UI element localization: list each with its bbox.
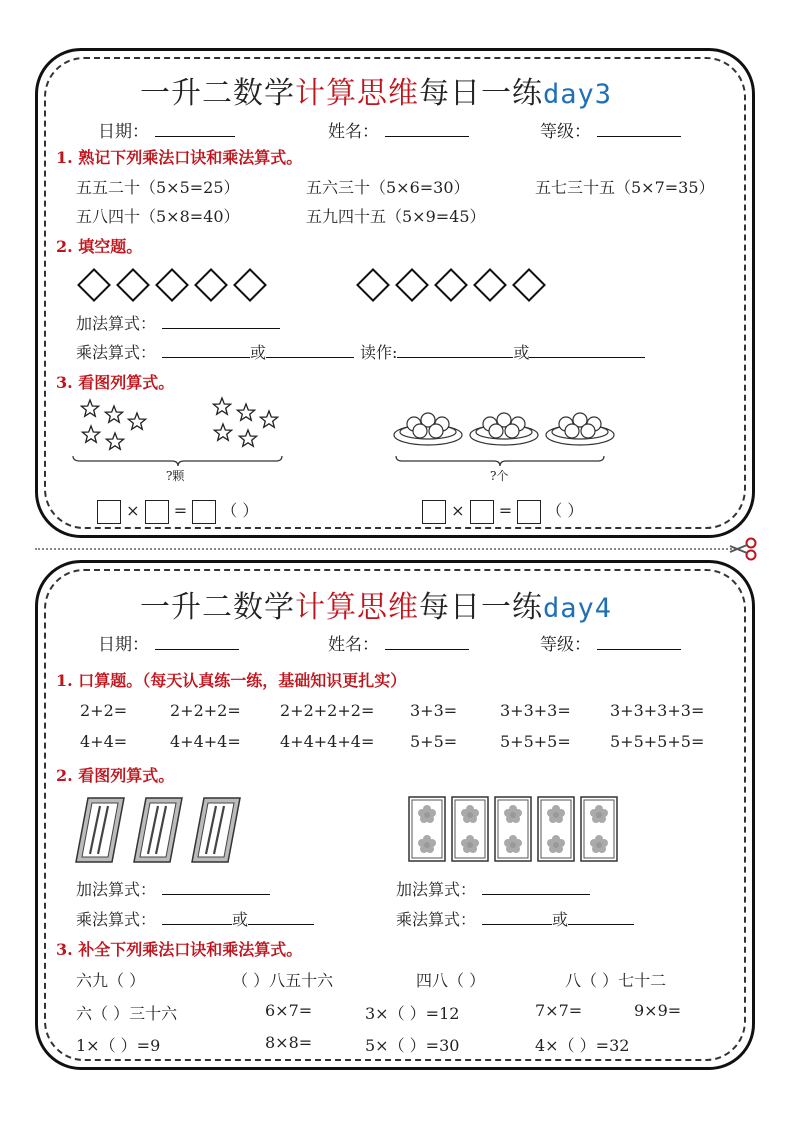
brace-caption: ?个 <box>490 469 509 483</box>
fill-in-problem: 六（ ）三十六 <box>76 1004 178 1023</box>
arithmetic-problem: 4+4+4+4= <box>280 732 375 751</box>
multiplication-fact: 五七三十五（5×7=35） <box>535 178 715 197</box>
answer-box[interactable] <box>470 500 494 524</box>
section-heading: 3. 看图列算式。 <box>56 373 175 392</box>
star-icon <box>213 398 230 414</box>
chopstick-box-icon <box>134 798 182 862</box>
flower-card-icon <box>409 797 445 861</box>
cut-line <box>35 548 740 550</box>
chopstick-box-icon <box>76 798 124 862</box>
right-addition-field[interactable]: 加法算式： <box>396 877 590 900</box>
plate-icon <box>394 413 462 445</box>
flower-card-icon <box>581 797 617 861</box>
arithmetic-problem: 2+2+2= <box>170 701 241 720</box>
fill-in-problem: 8×8= <box>265 1033 313 1052</box>
arithmetic-problem: 5+5+5= <box>500 732 571 751</box>
arithmetic-problem: 2+2+2+2= <box>280 701 375 720</box>
fill-in-problem: 1×（ ）=9 <box>76 1036 161 1055</box>
plate-icon <box>470 413 538 445</box>
addition-expression-field[interactable]: 加法算式： <box>76 311 280 334</box>
brace-caption: ?颗 <box>166 469 185 483</box>
left-multiplication-field[interactable]: 乘法算式： 或 <box>76 907 314 930</box>
answer-box[interactable] <box>422 500 446 524</box>
fill-in-problem: 六九（ ） <box>76 971 146 990</box>
fill-in-problem: 四八（ ） <box>416 971 486 990</box>
answer-box[interactable] <box>145 500 169 524</box>
flower-card-icon <box>538 797 574 861</box>
answer-box[interactable] <box>192 500 216 524</box>
answer-row-left: × = （ ） <box>97 498 258 524</box>
grade-field[interactable]: 等级： <box>540 630 681 655</box>
section-heading: 1. 熟记下列乘法口诀和乘法算式。 <box>56 148 303 167</box>
arithmetic-problem: 3+3+3= <box>500 701 571 720</box>
multiplication-fact: 五五二十（5×5=25） <box>76 178 240 197</box>
grade-field[interactable]: 等级： <box>540 117 681 142</box>
fill-in-problem: 八（ ）七十二 <box>565 971 667 990</box>
plate-icon <box>546 413 614 445</box>
multiplication-fact: 五九四十五（5×9=45） <box>306 207 486 226</box>
section-heading: 1. 口算题。（每天认真练一练，基础知识更扎实） <box>56 671 407 690</box>
star-icon <box>106 433 123 449</box>
right-multiplication-field[interactable]: 乘法算式： 或 <box>396 907 634 930</box>
page-title-day4: 一升二数学计算思维每日一练day4 <box>140 590 613 625</box>
arithmetic-problem: 3+3+3+3= <box>610 701 705 720</box>
answer-box[interactable] <box>517 500 541 524</box>
fill-in-problem: 3×（ ）=12 <box>365 1004 460 1023</box>
date-field[interactable]: 日期： <box>98 630 239 655</box>
name-field[interactable]: 姓名： <box>328 630 469 655</box>
multiplication-expression-field[interactable]: 乘法算式： 或 读作: 或 <box>76 340 645 363</box>
arithmetic-problem: 4+4+4= <box>170 732 241 751</box>
answer-box[interactable] <box>97 500 121 524</box>
left-addition-field[interactable]: 加法算式： <box>76 877 270 900</box>
section-heading: 2. 填空题。 <box>56 237 143 256</box>
multiplication-fact: 五八四十（5×8=40） <box>76 207 240 226</box>
fill-in-problem: 9×9= <box>634 1001 682 1020</box>
flower-card-icon <box>495 797 531 861</box>
arithmetic-problem: 3+3= <box>410 701 458 720</box>
page-title-day3: 一升二数学计算思维每日一练day3 <box>140 76 613 111</box>
star-icon <box>239 430 256 446</box>
arithmetic-problem: 5+5+5+5= <box>610 732 705 751</box>
chopstick-boxes-picture <box>70 790 250 870</box>
flower-cards-picture <box>408 796 628 864</box>
star-icon <box>260 411 277 427</box>
fill-in-problem: 5×（ ）=30 <box>365 1036 460 1055</box>
fill-in-problem: （ ）八五十六 <box>232 971 334 990</box>
arithmetic-problem: 2+2= <box>80 701 128 720</box>
date-field[interactable]: 日期： <box>98 117 235 142</box>
section-heading: 3. 补全下列乘法口诀和乘法算式。 <box>56 940 303 959</box>
star-icon <box>82 426 99 442</box>
star-icon <box>237 404 254 420</box>
arithmetic-problem: 5+5= <box>410 732 458 751</box>
answer-row-right: × = （ ） <box>422 498 583 524</box>
star-icon <box>214 424 231 440</box>
star-icon <box>128 413 145 429</box>
fill-in-problem: 4×（ ）=32 <box>535 1036 630 1055</box>
fill-in-problem: 7×7= <box>535 1001 583 1020</box>
fill-in-problem: 6×7= <box>265 1001 313 1020</box>
section-heading: 2. 看图列算式。 <box>56 766 175 785</box>
name-field[interactable]: 姓名： <box>328 117 469 142</box>
scissors-icon <box>728 536 760 562</box>
chopstick-box-icon <box>192 798 240 862</box>
flower-card-icon <box>452 797 488 861</box>
arithmetic-problem: 4+4= <box>80 732 128 751</box>
multiplication-fact: 五六三十（5×6=30） <box>306 178 470 197</box>
star-icon <box>81 400 98 416</box>
star-icon <box>105 406 122 422</box>
